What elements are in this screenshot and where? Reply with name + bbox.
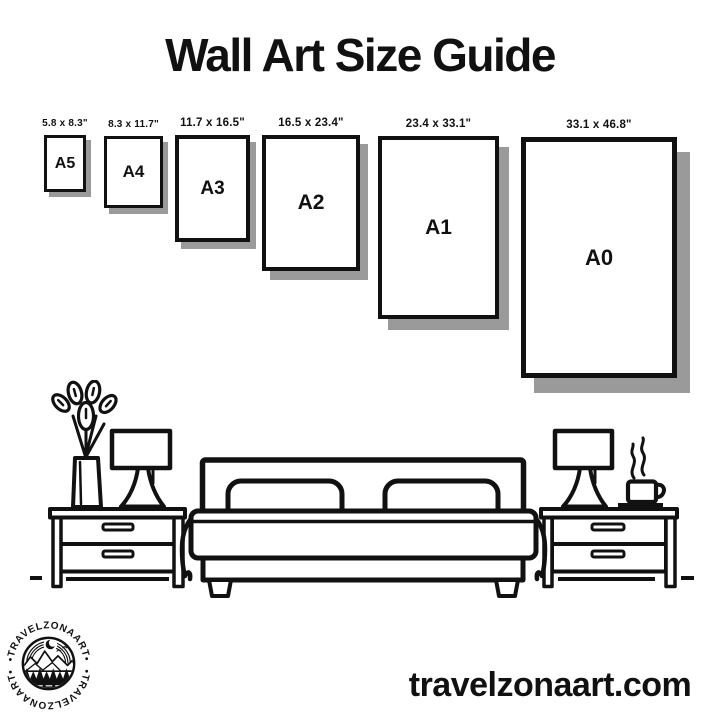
- table-lamp-right-icon: [555, 431, 612, 507]
- frame-letter-a0: A0: [584, 244, 614, 270]
- frame-letter-a2: A2: [297, 191, 325, 214]
- potted-plant-icon: [50, 380, 119, 507]
- frame-letter-a3: A3: [200, 177, 225, 199]
- frame-box-a5: [44, 135, 86, 192]
- coffee-cup-icon: [618, 438, 664, 505]
- size-label-a3: 11.7 x 16.5": [180, 117, 245, 129]
- frame-letter-a4: A4: [122, 162, 145, 181]
- frame-box-a2: [262, 135, 360, 271]
- size-label-a1: 23.4 x 33.1": [405, 118, 472, 130]
- size-frame-a0: [521, 119, 677, 378]
- size-frame-a3: [175, 117, 250, 242]
- bedroom-illustration: [0, 380, 720, 605]
- size-frame-a4: [104, 119, 163, 208]
- size-frame-a5: [42, 118, 88, 192]
- size-label-a5: 5.8 x 8.3": [42, 118, 88, 129]
- size-frame-a2: [262, 117, 360, 271]
- nightstand-left-icon: [50, 509, 185, 587]
- frame-letter-a5: A5: [54, 154, 76, 172]
- frame-box-a0: [521, 137, 677, 378]
- table-lamp-left-icon: [112, 431, 170, 507]
- frame-box-a4: [104, 136, 163, 208]
- size-label-a2: 16.5 x 23.4": [278, 117, 344, 129]
- frame-box-a1: [378, 136, 499, 319]
- nightstand-right-icon: [541, 509, 677, 587]
- double-bed-icon: [182, 460, 545, 596]
- frame-box-a3: [175, 135, 250, 242]
- bed-foot-right: [496, 580, 518, 596]
- brand-logo: [1, 616, 96, 711]
- size-frame-a1: [378, 118, 499, 319]
- logo-text-top: •TRAVELZONAART•: [5, 620, 92, 662]
- size-label-a0: 33.1 x 46.8": [566, 119, 632, 131]
- frame-letter-a1: A1: [425, 215, 452, 239]
- size-label-a4: 8.3 x 11.7": [108, 119, 159, 130]
- website-url: travelzonaart.com: [408, 666, 692, 704]
- logo-text-bottom: •TRAVELZONAART•: [5, 668, 92, 711]
- bed-foot-left: [209, 580, 231, 596]
- page-title: Wall Art Size Guide: [165, 29, 555, 81]
